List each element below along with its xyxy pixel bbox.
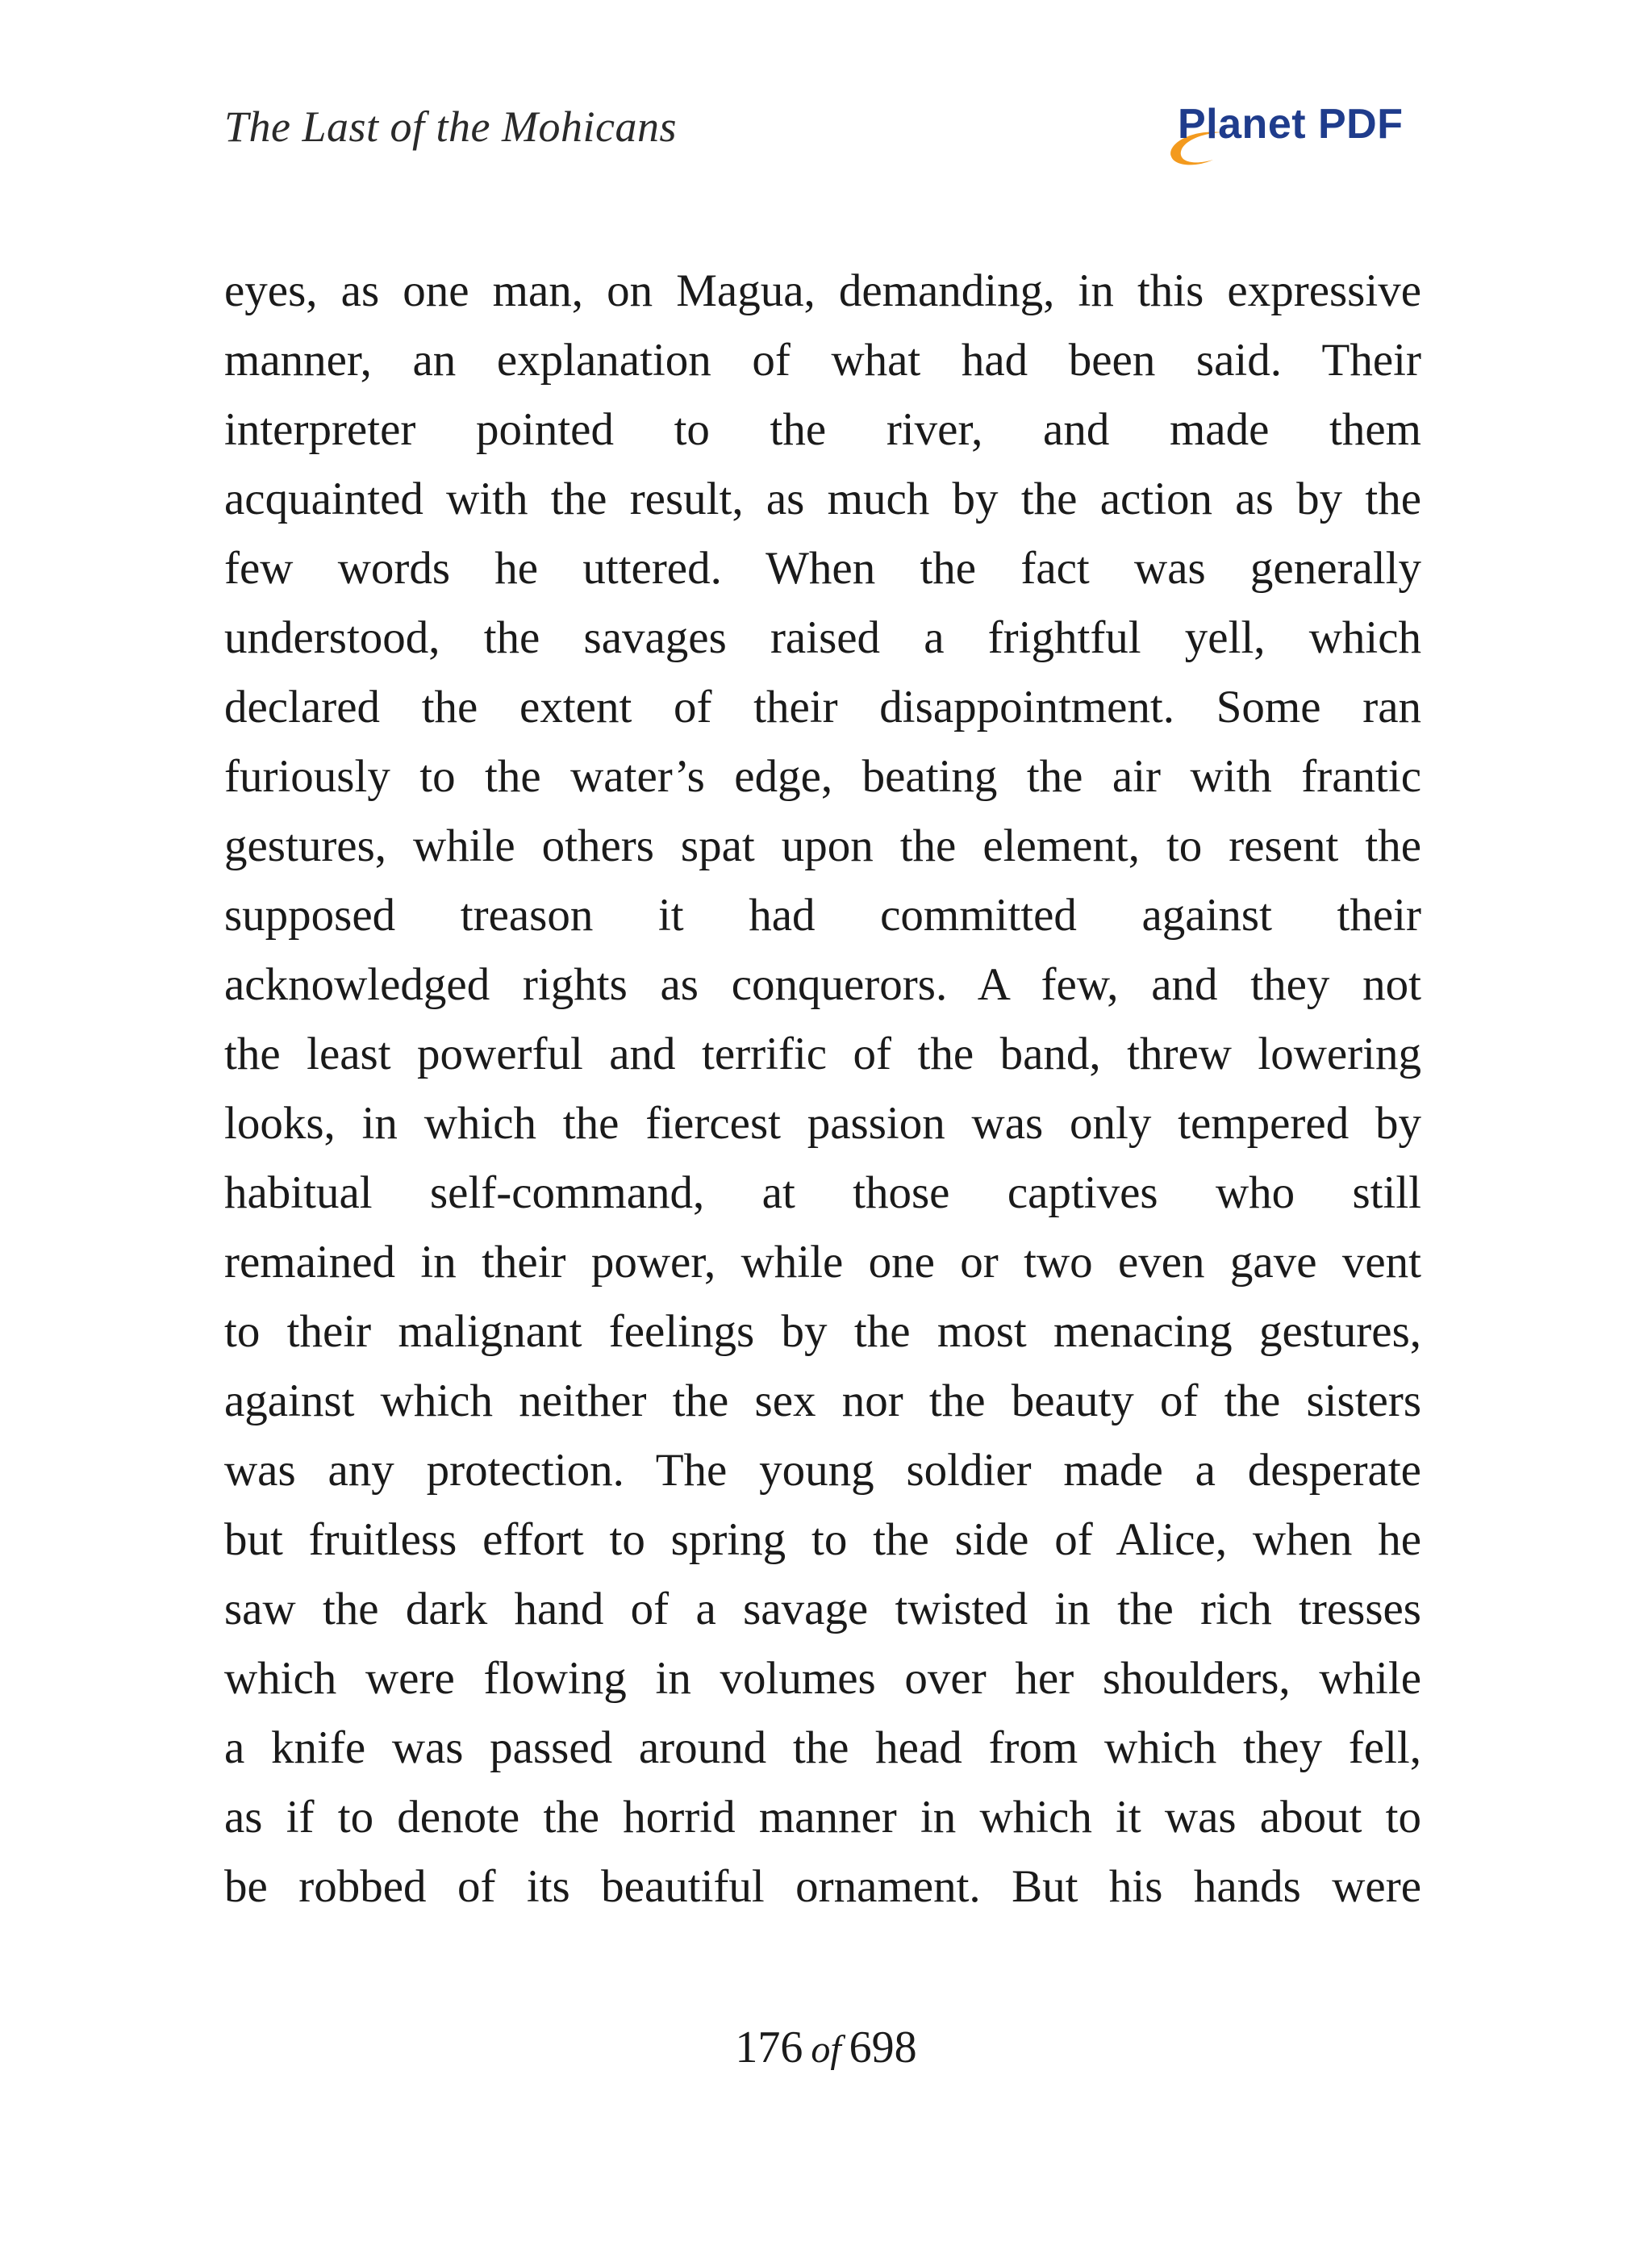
text-line: but fruitless effort to spring to the side of Alice, when he bbox=[224, 1514, 1421, 1565]
logo-text: Planet PDF bbox=[1178, 101, 1404, 148]
text-line: habitual self-command, at those captives who still bbox=[224, 1167, 1421, 1218]
current-page-number: 176 bbox=[735, 2022, 803, 2072]
text-line: gestures, while others spat upon the element, to resent the bbox=[224, 820, 1421, 871]
text-line: acquainted with the result, as much by the action as by the bbox=[224, 474, 1421, 524]
text-line: a knife was passed around the head from which they fell, bbox=[224, 1722, 1421, 1773]
text-line: few words he uttered. When the fact was generally bbox=[224, 543, 1421, 594]
text-line: to their malignant feelings by the most menacing gestures, bbox=[224, 1306, 1421, 1357]
text-line: against which neither the sex nor the beauty of the sisters bbox=[224, 1375, 1421, 1426]
text-line: acknowledged rights as conquerors. A few, and they not bbox=[224, 959, 1421, 1010]
text-line: declared the extent of their disappointment. Some ran bbox=[224, 682, 1421, 733]
text-line: saw the dark hand of a savage twisted in the rich tresses bbox=[224, 1584, 1421, 1634]
text-line: was any protection. The young soldier made a desperate bbox=[224, 1445, 1421, 1496]
text-line: eyes, as one man, on Magua, demanding, in this expressive bbox=[224, 265, 1421, 316]
planet-pdf-logo bbox=[1165, 100, 1423, 165]
text-line: remained in their power, while one or two even gave vent bbox=[224, 1237, 1421, 1288]
text-line: manner, an explanation of what had been said. Their bbox=[224, 335, 1421, 386]
text-line: understood, the savages raised a frightful yell, which bbox=[224, 612, 1421, 663]
text-line: as if to denote the horrid manner in which it was about to bbox=[224, 1792, 1421, 1843]
text-line: interpreter pointed to the river, and made them bbox=[224, 404, 1421, 455]
text-line: be robbed of its beautiful ornament. But his hands were bbox=[224, 1861, 1421, 1912]
text-line: furiously to the water’s edge, beating the air with frantic bbox=[224, 751, 1421, 802]
body-text bbox=[224, 257, 1421, 1922]
text-line: the least powerful and terrific of the band, threw lowering bbox=[224, 1029, 1421, 1079]
running-title: The Last of the Mohicans bbox=[224, 102, 677, 151]
text-line: looks, in which the fiercest passion was only tempered by bbox=[224, 1098, 1421, 1149]
page-number bbox=[0, 2022, 1652, 2073]
page-of-label: of bbox=[811, 2028, 841, 2071]
text-line: which were flowing in volumes over her shoulders, while bbox=[224, 1653, 1421, 1704]
total-pages-number: 698 bbox=[849, 2022, 917, 2072]
text-line: supposed treason it had committed against their bbox=[224, 890, 1421, 941]
